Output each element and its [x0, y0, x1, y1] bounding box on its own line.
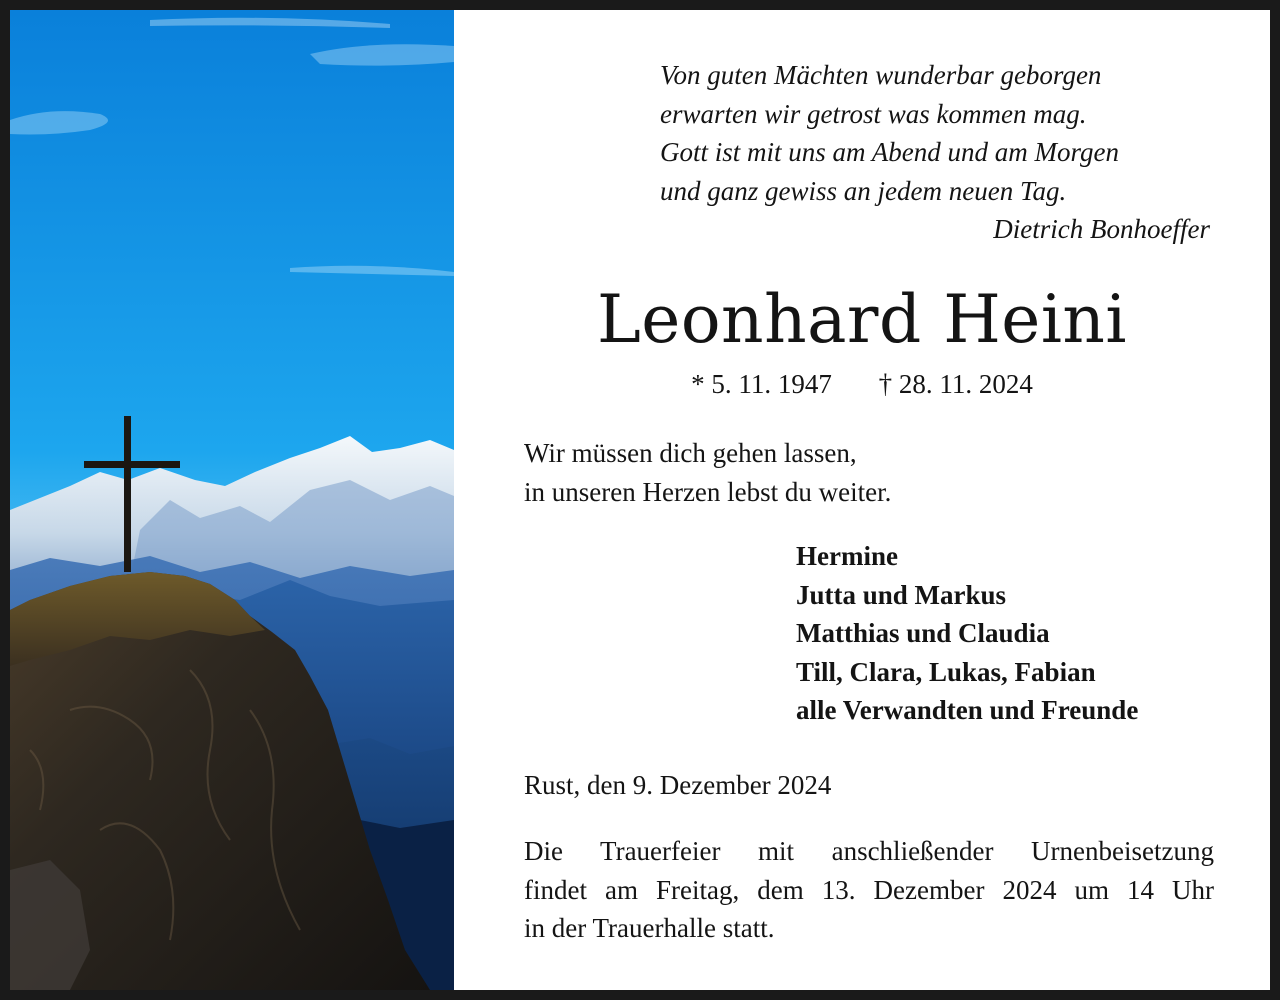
life-dates: [454, 366, 1270, 402]
motto-line: in unseren Herzen lebst du weiter.: [524, 476, 892, 507]
poem-author: Dietrich Bonhoeffer: [993, 214, 1210, 244]
place-and-date: Rust, den 9. Dezember 2024: [524, 770, 832, 800]
funeral-ceremony-info: [524, 832, 1214, 948]
poem-line: erwarten wir getrost was kommen mag.: [660, 98, 1087, 129]
obituary-notice: [10, 10, 1270, 990]
poem-line: und ganz gewiss an jedem neuen Tag.: [660, 175, 1067, 206]
mourner-entry: Till, Clara, Lukas, Fabian: [796, 656, 1096, 687]
motto-line: Wir müssen dich gehen lassen,: [524, 438, 857, 468]
ceremony-line: in der Trauerhalle statt.: [524, 913, 775, 943]
deceased-name: Leonhard Heini: [596, 281, 1128, 358]
ceremony-line: findet am Freitag, dem 13. Dezember 2024 um 14 Uhr: [524, 874, 1214, 905]
obituary-text: [454, 10, 1270, 990]
birth-date: * 5. 11. 1947: [691, 369, 832, 399]
mourner-entry: Jutta und Markus: [796, 579, 1007, 610]
mourner-entry: alle Verwandten und Freunde: [796, 695, 1139, 725]
mountain-summit-cross-photo: [10, 10, 454, 990]
bonhoeffer-poem: [660, 56, 1220, 249]
poem-line: Gott ist mit uns am Abend und am Morgen: [660, 137, 1119, 167]
mourner-entry: Matthias und Claudia: [796, 618, 1050, 648]
ceremony-line: Die Trauerfeier mit anschließender Urnenbeisetzung: [524, 836, 1214, 866]
death-date: † 28. 11. 2024: [878, 369, 1033, 399]
mourner-entry: Hermine: [796, 541, 898, 571]
poem-line: Von guten Mächten wunderbar geborgen: [660, 60, 1102, 90]
mourners-list: [796, 537, 1138, 730]
farewell-motto: [524, 434, 891, 511]
